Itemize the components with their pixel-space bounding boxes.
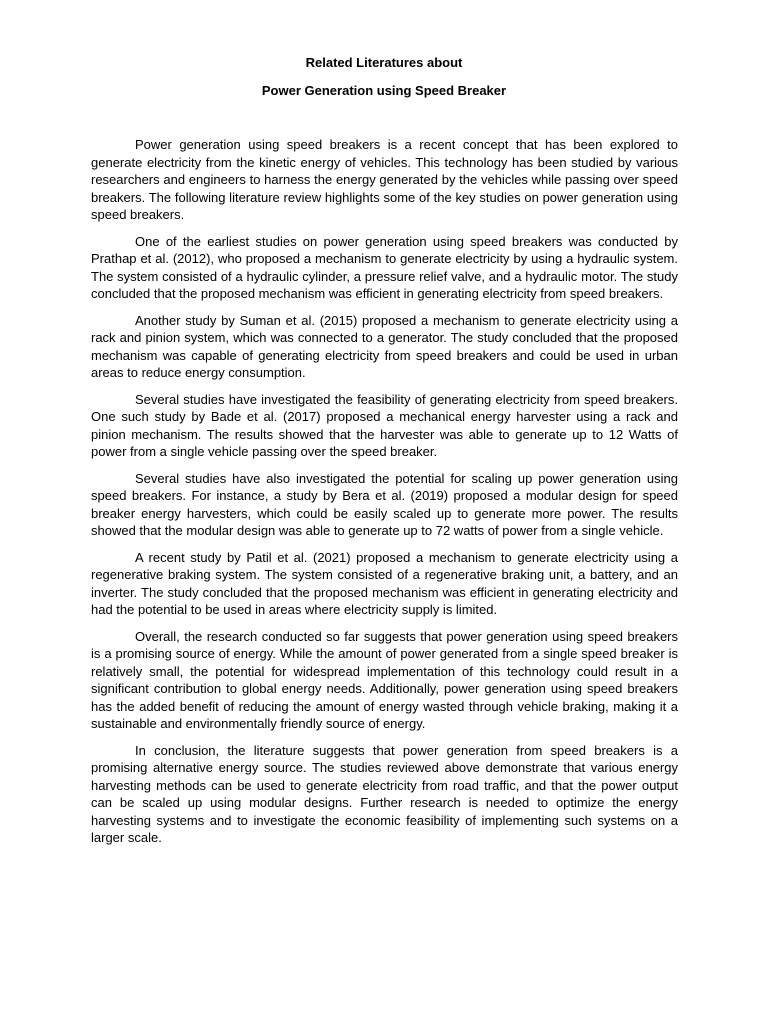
paragraph-patil-study: A recent study by Patil et al. (2021) proposed a mechanism to generate electricity using a regenerative braking system. The system consisted of a regenerative braking unit, a battery, and an inverter. The study concluded that the proposed mechanism was efficient in generating electricity and had the potential to be used in areas where electricity supply is limited. bbox=[91, 549, 678, 617]
paragraph-prathap-study: One of the earliest studies on power generation using speed breakers was conducted by Prathap et al. (2012), who proposed a mechanism to generate electricity by using a hydraulic system. The system consisted of a hydraulic cylinder, a pressure relief valve, and a hydraulic motor. The study concluded that the proposed mechanism was efficient in generating electricity from speed breakers. bbox=[91, 233, 678, 301]
document-title-line-2: Power Generation using Speed Breaker bbox=[261, 83, 507, 98]
paragraph-bera-study: Several studies have also investigated the potential for scaling up power generation using speed breakers. For instance, a study by Bera et al. (2019) proposed a modular design for speed breaker energy harvesters, which could be easily scaled up to generate more power. The results showed that the modular design was able to generate up to 72 watts of power from a single vehicle. bbox=[91, 470, 678, 538]
paragraph-conclusion: In conclusion, the literature suggests that power generation from speed breakers is a promising alternative energy source. The studies reviewed above demonstrate that various energy harvesting methods can be used to generate electricity from road traffic, and that the power output can be scaled up using modular designs. Further research is needed to optimize the energy harvesting systems and to investigate the economic feasibility of implementing such systems on a larger scale. bbox=[91, 742, 678, 845]
paragraph-bade-study: Several studies have investigated the feasibility of generating electricity from speed breakers. One such study by Bade et al. (2017) proposed a mechanical energy harvester using a rack and pinion mechanism. The results showed that the harvester was able to generate up to 12 Watts of power from a single vehicle passing over the speed breaker. bbox=[91, 391, 678, 459]
paragraph-overall: Overall, the research conducted so far suggests that power generation using speed breakers is a promising source of energy. While the amount of power generated from a single speed breaker is relatively small, the potential for widespread implementation of this technology could result in a significant contribution to global energy needs. Additionally, power generation using speed breakers has the added benefit of reducing the amount of energy wasted through vehicle braking, making it a sustainable and environmentally friendly source of energy. bbox=[91, 628, 678, 731]
document-body bbox=[91, 136, 678, 856]
document-title-line-1: Related Literatures about bbox=[305, 55, 463, 70]
paragraph-suman-study: Another study by Suman et al. (2015) proposed a mechanism to generate electricity using a rack and pinion system, which was connected to a generator. The study concluded that the proposed mechanism was capable of generating electricity from speed breakers and could be used in urban areas to reduce energy consumption. bbox=[91, 312, 678, 380]
paragraph-introduction: Power generation using speed breakers is a recent concept that has been explored to generate electricity from the kinetic energy of vehicles. This technology has been studied by various researchers and engineers to harness the energy generated by the vehicles while passing over speed breakers. The following literature review highlights some of the key studies on power generation using speed breakers. bbox=[91, 137, 678, 222]
